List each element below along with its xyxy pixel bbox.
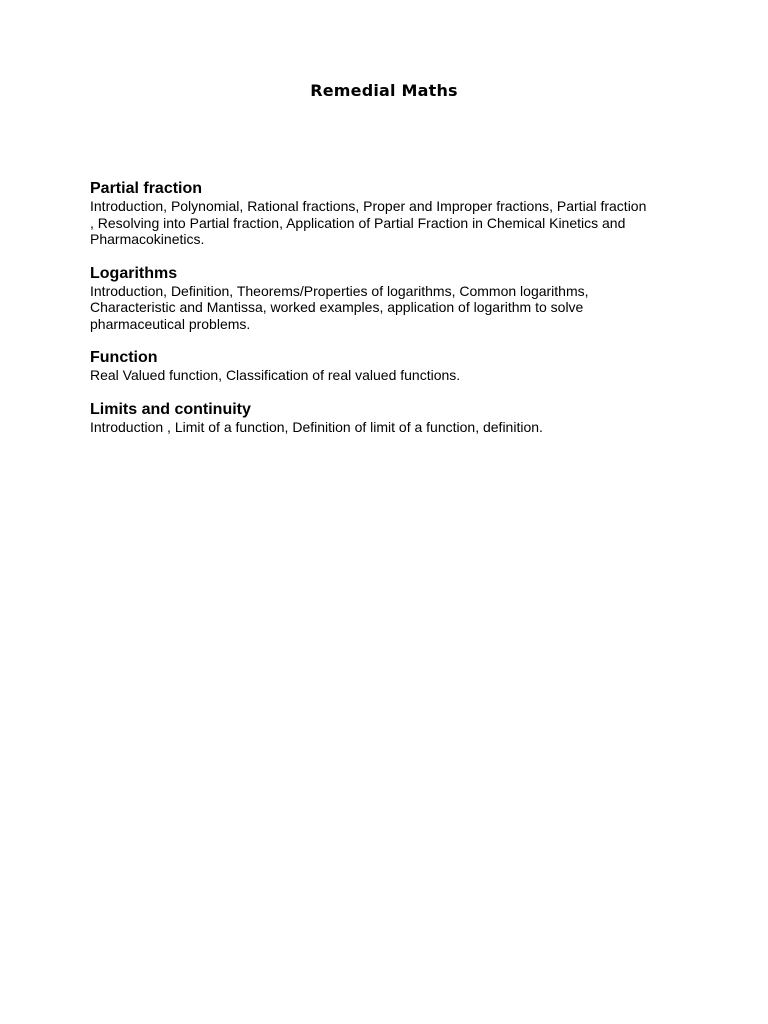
section-body: Introduction , Limit of a function, Definition of limit of a function, definition. (90, 418, 543, 435)
document-content (90, 179, 650, 451)
section-logarithms (90, 264, 650, 333)
section-body: Introduction, Polynomial, Rational fractions, Proper and Improper fractions, Partial fraction , Resolving into Partial fraction, Application of Partial Fraction in Chemical Kinetics and Pharmacokinetics. (90, 198, 647, 247)
section-body: Real Valued function, Classification of real valued functions. (90, 367, 461, 383)
section-body: Introduction, Definition, Theorems/Properties of logarithms, Common logarithms, Characteristic and Mantissa, worked examples, application of logarithm to solve pharmaceutical problems. (90, 282, 589, 332)
section-heading: Limits and continuity (90, 400, 251, 418)
section-heading: Logarithms (90, 264, 178, 282)
section-function (90, 348, 650, 384)
section-heading: Partial fraction (90, 180, 203, 197)
section-partial-fraction (90, 179, 650, 248)
section-heading: Function (90, 349, 158, 366)
section-limits-and-continuity (90, 400, 650, 436)
document-title: Remedial Maths (310, 81, 458, 100)
